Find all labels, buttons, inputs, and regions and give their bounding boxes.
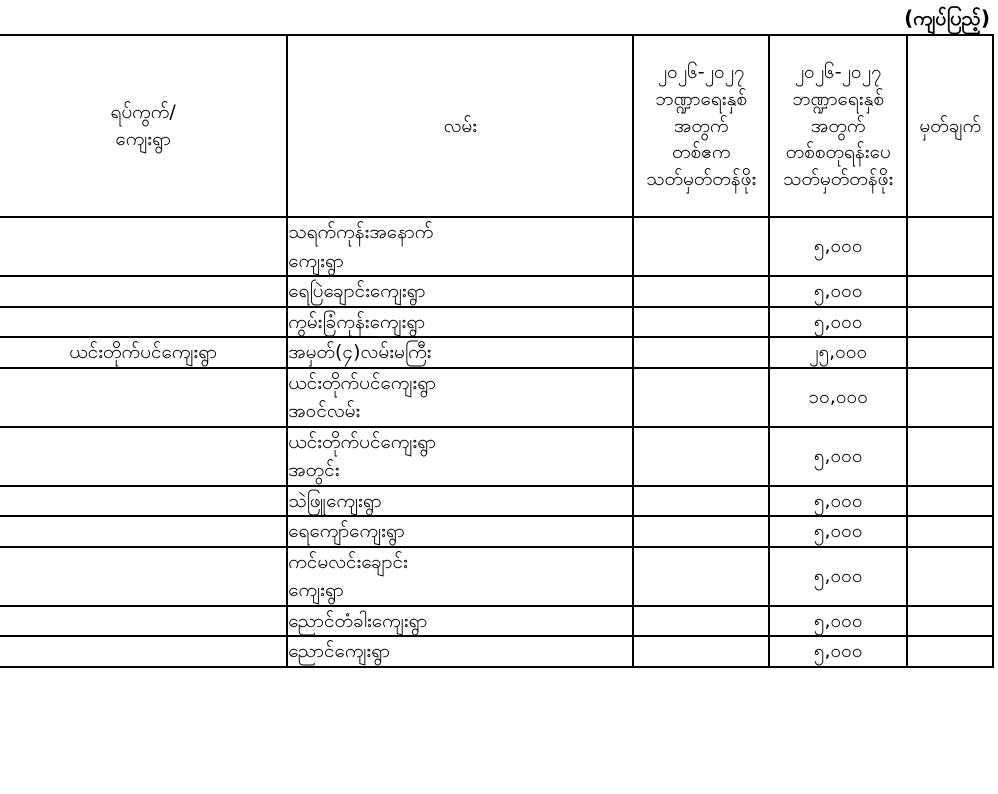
table-row — [0, 547, 993, 606]
cell-rate-per-sqft: ၅,၀၀၀ — [769, 427, 908, 486]
cell-road-line: ညောင်ကျေးရွာ — [288, 640, 390, 662]
cell-rate-per-sqft: ၂၅,၀၀၀ — [769, 337, 908, 368]
cell-road — [287, 368, 633, 427]
column-header-rate-per-sqft-line-2: ဘဏ္ဍာရေးနှစ် — [792, 87, 885, 110]
column-header-ward-line-1: ရပ်ကွက်/ — [110, 101, 176, 124]
cell-road — [287, 486, 633, 517]
cell-ward — [0, 547, 287, 606]
cell-ward — [0, 276, 287, 307]
cell-road-line: ကင်မလင်းချောင်း — [288, 550, 408, 573]
cell-rate-per-acre — [633, 547, 768, 606]
cell-road — [287, 217, 633, 276]
table-header-row — [0, 35, 993, 217]
cell-ward — [0, 368, 287, 427]
cell-road — [287, 276, 633, 307]
cell-ward — [0, 606, 287, 637]
column-header-rate-per-acre — [633, 35, 768, 217]
cell-rate-per-sqft: ၅,၀၀၀ — [769, 217, 908, 276]
column-header-remark-line-1: မှတ်ချက် — [919, 114, 982, 137]
cell-road — [287, 606, 633, 637]
column-header-ward-line-2: ကျေးရွာ — [115, 128, 171, 150]
cell-remark — [907, 606, 993, 637]
cell-road-line: သရက်ကုန်းအနောက် — [288, 221, 434, 243]
cell-remark — [907, 636, 993, 667]
table-row — [0, 307, 993, 338]
cell-ward — [0, 217, 287, 276]
cell-remark — [907, 368, 993, 427]
column-header-ward — [0, 35, 287, 217]
cell-rate-per-sqft: ၅,၀၀၀ — [769, 486, 908, 517]
cell-road-line: အဝင်လမ်း — [288, 400, 361, 422]
cell-rate-per-sqft: ၅,၀၀၀ — [769, 547, 908, 606]
cell-rate-per-sqft: ၁၀,၀၀၀ — [769, 368, 908, 427]
cell-road-line: ကျေးရွာ — [288, 579, 344, 601]
column-header-rate-per-sqft-line-3: အတွက် — [810, 114, 866, 137]
table-row — [0, 516, 993, 547]
cell-remark — [907, 516, 993, 547]
cell-rate-per-acre — [633, 368, 768, 427]
cell-rate-per-acre — [633, 276, 768, 307]
column-header-rate-per-acre-line-3: အတွက် — [673, 114, 729, 137]
cell-road-line: ကျေးရွာ — [288, 249, 344, 272]
column-header-rate-per-acre-line-1: ၂၀၂၆-၂၀၂၇ — [657, 60, 745, 83]
cell-remark — [907, 276, 993, 307]
cell-ward — [0, 516, 287, 547]
cell-rate-per-acre — [633, 217, 768, 276]
cell-rate-per-acre — [633, 606, 768, 637]
cell-road-line: ရေကျော်ကျေးရွာ — [288, 520, 405, 542]
cell-road-line: အမှတ်(၄)လမ်းမကြီး — [288, 341, 432, 363]
cell-rate-per-acre — [633, 486, 768, 517]
cell-rate-per-acre — [633, 636, 768, 667]
column-header-rate-per-acre-line-4: တစ်ဧက — [671, 141, 731, 164]
cell-remark — [907, 486, 993, 517]
cell-road — [287, 636, 633, 667]
cell-rate-per-acre — [633, 427, 768, 486]
cell-rate-per-sqft: ၅,၀၀၀ — [769, 276, 908, 307]
cell-rate-per-sqft: ၅,၀၀၀ — [769, 606, 908, 637]
cell-road — [287, 307, 633, 338]
cell-rate-per-sqft: ၅,၀၀၀ — [769, 636, 908, 667]
table-header — [0, 35, 993, 217]
cell-ward: ယင်းတိုက်ပင်ကျေးရွာ — [0, 337, 287, 368]
cell-road — [287, 547, 633, 606]
table-row — [0, 606, 993, 637]
column-header-rate-per-sqft-line-5: သတ်မှတ်တန်ဖိုး — [783, 168, 894, 191]
cell-rate-per-sqft: ၅,၀၀၀ — [769, 516, 908, 547]
cell-remark — [907, 337, 993, 368]
column-header-rate-per-sqft-line-1: ၂၀၂၆-၂၀၂၇ — [794, 60, 882, 83]
column-header-road — [287, 35, 633, 217]
cell-road-line: ယင်းတိုက်ပင်ကျေးရွာ — [288, 430, 436, 453]
cell-rate-per-sqft: ၅,၀၀၀ — [769, 307, 908, 338]
cell-remark — [907, 307, 993, 338]
cell-ward — [0, 427, 287, 486]
table-body — [0, 217, 993, 667]
table-row — [0, 486, 993, 517]
column-header-remark — [907, 35, 993, 217]
cell-road-line: သဲဖြူကျေးရွာ — [288, 489, 382, 512]
cell-road-line: ယင်းတိုက်ပင်ကျေးရွာ — [288, 371, 436, 394]
table-row — [0, 217, 993, 276]
cell-road — [287, 427, 633, 486]
cell-remark — [907, 547, 993, 606]
column-header-rate-per-acre-line-5: သတ်မှတ်တန်ဖိုး — [646, 168, 757, 191]
column-header-road-line-1: လမ်း — [443, 114, 478, 137]
cell-rate-per-acre — [633, 307, 768, 338]
cell-road-line: ညောင်တံခါးကျေးရွာ — [288, 609, 428, 632]
table-row — [0, 427, 993, 486]
column-header-rate-per-acre-line-2: ဘဏ္ဍာရေးနှစ် — [655, 87, 748, 110]
cell-ward — [0, 486, 287, 517]
cell-road-line: ရေပြဲချောင်းကျေးရွာ — [288, 280, 426, 302]
cell-road-line: ကွမ်းခြံကုန်းကျေးရွာ — [288, 310, 426, 333]
currency-unit-note: (ကျပ်ပြည့်) — [904, 6, 990, 30]
table-row — [0, 337, 993, 368]
cell-road — [287, 516, 633, 547]
cell-remark — [907, 427, 993, 486]
cell-rate-per-acre — [633, 516, 768, 547]
column-header-rate-per-sqft — [769, 35, 908, 217]
table-row — [0, 276, 993, 307]
cell-road — [287, 337, 633, 368]
cell-road-line: အတွင်း — [288, 459, 340, 481]
cell-remark — [907, 217, 993, 276]
table-row — [0, 368, 993, 427]
cell-rate-per-acre — [633, 337, 768, 368]
cell-ward — [0, 636, 287, 667]
table-row — [0, 636, 993, 667]
column-header-rate-per-sqft-line-4: တစ်စတုရန်းပေ — [785, 141, 891, 164]
cell-ward — [0, 307, 287, 338]
land-value-table — [0, 34, 994, 668]
